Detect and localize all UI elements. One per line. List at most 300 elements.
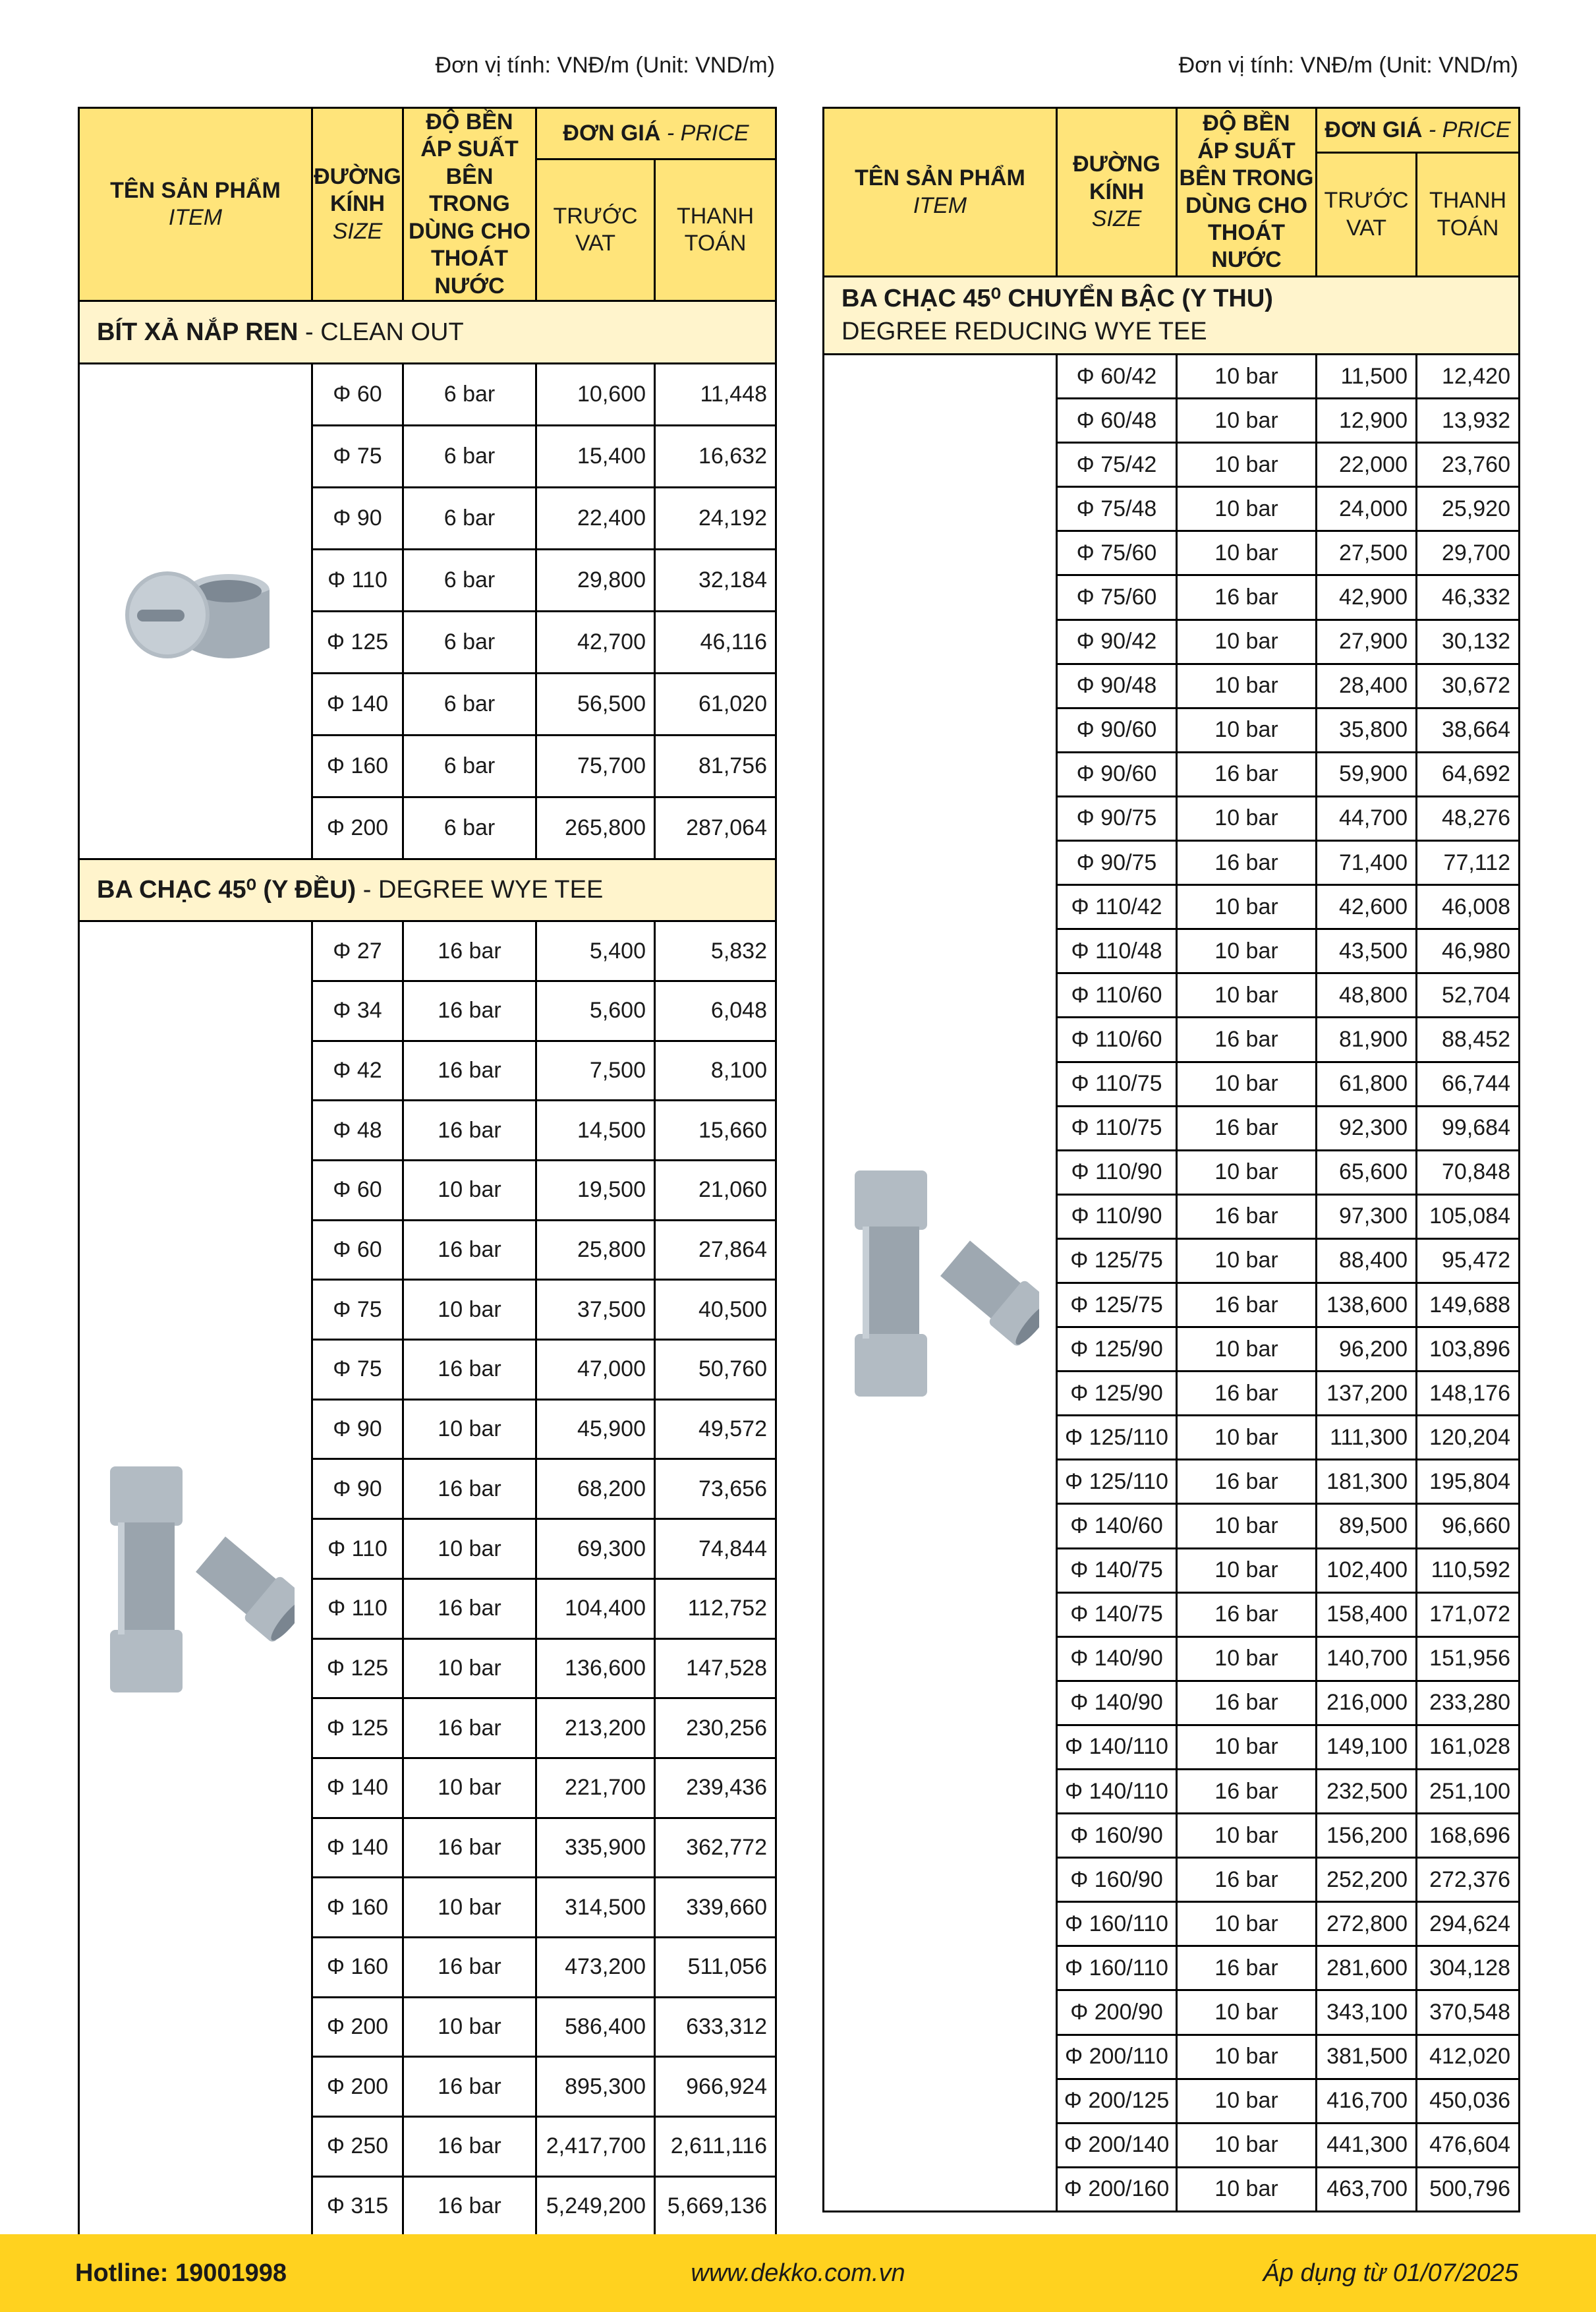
pressure-cell: 16 bar <box>1177 1770 1317 1814</box>
size-cell: Φ 110/75 <box>1057 1106 1177 1150</box>
header-price: ĐƠN GIÁ - PRICE <box>1317 108 1520 153</box>
price-total-cell: 304,128 <box>1417 1946 1520 1990</box>
price-total-cell: 370,548 <box>1417 1990 1520 2035</box>
size-cell: Φ 200 <box>312 797 403 859</box>
section-title-wye-tee: BA CHẠC 45⁰ (Y ĐỀU) - DEGREE WYE TEE <box>79 859 776 921</box>
price-before-vat-cell: 44,700 <box>1317 796 1417 840</box>
hotline-text: Hotline: 19001998 <box>75 2259 287 2287</box>
pressure-cell: 10 bar <box>1177 1504 1317 1548</box>
pressure-cell: 16 bar <box>403 1041 536 1101</box>
header-item: TÊN SẢN PHẨM ITEM <box>824 108 1057 277</box>
product-image-cell <box>79 921 312 2236</box>
size-cell: Φ 110/42 <box>1057 885 1177 929</box>
pressure-cell: 16 bar <box>1177 575 1317 620</box>
effective-date-text: Áp dụng từ 01/07/2025 <box>1263 2259 1518 2287</box>
pressure-cell: 6 bar <box>403 612 536 674</box>
price-total-cell: 30,132 <box>1417 620 1520 664</box>
price-total-cell: 633,312 <box>655 1997 776 2057</box>
size-cell: Φ 140/90 <box>1057 1636 1177 1681</box>
price-before-vat-cell: 71,400 <box>1317 841 1417 885</box>
size-cell: Φ 250 <box>312 2117 403 2177</box>
price-total-cell: 21,060 <box>655 1161 776 1221</box>
wye-tee-image <box>841 1164 1039 1401</box>
price-before-vat-cell: 68,200 <box>536 1459 655 1519</box>
price-total-cell: 11,448 <box>655 364 776 426</box>
price-total-cell: 25,920 <box>1417 487 1520 531</box>
price-total-cell: 32,184 <box>655 550 776 612</box>
size-cell: Φ 75/60 <box>1057 575 1177 620</box>
clean-out-cap-image <box>120 549 271 674</box>
price-before-vat-cell: 416,700 <box>1317 2079 1417 2123</box>
price-before-vat-cell: 65,600 <box>1317 1150 1417 1194</box>
price-before-vat-cell: 43,500 <box>1317 929 1417 973</box>
size-cell: Φ 110 <box>312 550 403 612</box>
pressure-cell: 10 bar <box>403 1161 536 1221</box>
price-total-cell: 61,020 <box>655 674 776 736</box>
price-before-vat-cell: 895,300 <box>536 2057 655 2117</box>
size-cell: Φ 140/75 <box>1057 1548 1177 1592</box>
pressure-cell: 6 bar <box>403 736 536 797</box>
price-before-vat-cell: 22,400 <box>536 488 655 550</box>
price-before-vat-cell: 181,300 <box>1317 1460 1417 1504</box>
price-before-vat-cell: 111,300 <box>1317 1416 1417 1460</box>
size-cell: Φ 125/90 <box>1057 1327 1177 1372</box>
pressure-cell: 16 bar <box>403 1818 536 1878</box>
pressure-cell: 10 bar <box>1177 2123 1317 2167</box>
price-before-vat-cell: 314,500 <box>536 1878 655 1938</box>
size-cell: Φ 110/90 <box>1057 1194 1177 1238</box>
section-title-reducing-wye: BA CHẠC 45⁰ CHUYỂN BẬC (Y THU) DEGREE REDUCING WYE TEE <box>824 277 1520 355</box>
size-cell: Φ 42 <box>312 1041 403 1101</box>
price-total-cell: 105,084 <box>1417 1194 1520 1238</box>
price-total-cell: 49,572 <box>655 1399 776 1459</box>
price-total-cell: 171,072 <box>1417 1592 1520 1636</box>
size-cell: Φ 160/110 <box>1057 1902 1177 1946</box>
pressure-cell: 10 bar <box>1177 796 1317 840</box>
price-total-cell: 120,204 <box>1417 1416 1520 1460</box>
size-cell: Φ 160/90 <box>1057 1858 1177 1902</box>
price-before-vat-cell: 42,900 <box>1317 575 1417 620</box>
price-total-cell: 24,192 <box>655 488 776 550</box>
price-total-cell: 149,688 <box>1417 1283 1520 1327</box>
pressure-cell: 10 bar <box>403 1758 536 1818</box>
price-before-vat-cell: 343,100 <box>1317 1990 1417 2035</box>
pressure-cell: 16 bar <box>403 1101 536 1161</box>
product-image-cell <box>79 364 312 859</box>
price-total-cell: 272,376 <box>1417 1858 1520 1902</box>
pressure-cell: 16 bar <box>403 1578 536 1638</box>
price-before-vat-cell: 138,600 <box>1317 1283 1417 1327</box>
size-cell: Φ 110/60 <box>1057 973 1177 1018</box>
pressure-cell: 10 bar <box>1177 1902 1317 1946</box>
price-total-cell: 27,864 <box>655 1220 776 1280</box>
price-total-cell: 412,020 <box>1417 2035 1520 2079</box>
price-total-cell: 95,472 <box>1417 1238 1520 1283</box>
price-total-cell: 251,100 <box>1417 1770 1520 1814</box>
pressure-cell: 16 bar <box>403 1698 536 1758</box>
price-total-cell: 195,804 <box>1417 1460 1520 1504</box>
pressure-cell: 6 bar <box>403 364 536 426</box>
unit-note-right: Đơn vị tính: VNĐ/m (Unit: VND/m) <box>1178 53 1518 78</box>
pressure-cell: 10 bar <box>1177 973 1317 1018</box>
size-cell: Φ 140 <box>312 1818 403 1878</box>
price-table-left <box>78 107 777 2237</box>
pressure-cell: 10 bar <box>1177 664 1317 708</box>
pressure-cell: 10 bar <box>1177 355 1317 399</box>
price-before-vat-cell: 35,800 <box>1317 708 1417 752</box>
size-cell: Φ 125 <box>312 1698 403 1758</box>
price-before-vat-cell: 441,300 <box>1317 2123 1417 2167</box>
price-before-vat-cell: 37,500 <box>536 1280 655 1340</box>
size-cell: Φ 160 <box>312 1937 403 1997</box>
pressure-cell: 10 bar <box>1177 1814 1317 1858</box>
price-before-vat-cell: 156,200 <box>1317 1814 1417 1858</box>
price-total-cell: 52,704 <box>1417 973 1520 1018</box>
price-before-vat-cell: 10,600 <box>536 364 655 426</box>
pressure-cell: 6 bar <box>403 488 536 550</box>
price-before-vat-cell: 335,900 <box>536 1818 655 1878</box>
price-total-cell: 5,832 <box>655 921 776 981</box>
size-cell: Φ 200/90 <box>1057 1990 1177 2035</box>
price-total-cell: 147,528 <box>655 1638 776 1698</box>
price-total-cell: 50,760 <box>655 1340 776 1400</box>
price-before-vat-cell: 28,400 <box>1317 664 1417 708</box>
price-before-vat-cell: 5,400 <box>536 921 655 981</box>
price-before-vat-cell: 89,500 <box>1317 1504 1417 1548</box>
pressure-cell: 10 bar <box>403 1638 536 1698</box>
price-before-vat-cell: 473,200 <box>536 1937 655 1997</box>
price-before-vat-cell: 5,600 <box>536 981 655 1041</box>
size-cell: Φ 140 <box>312 1758 403 1818</box>
price-total-cell: 46,980 <box>1417 929 1520 973</box>
price-before-vat-cell: 25,800 <box>536 1220 655 1280</box>
header-pressure: ĐỘ BỀN ÁP SUẤT BÊN TRONG DÙNG CHO THOÁT NƯỚC <box>403 108 536 301</box>
price-before-vat-cell: 463,700 <box>1317 2167 1417 2211</box>
price-total-cell: 77,112 <box>1417 841 1520 885</box>
price-before-vat-cell: 92,300 <box>1317 1106 1417 1150</box>
size-cell: Φ 34 <box>312 981 403 1041</box>
size-cell: Φ 90 <box>312 488 403 550</box>
price-before-vat-cell: 149,100 <box>1317 1725 1417 1769</box>
size-cell: Φ 60 <box>312 1161 403 1221</box>
price-before-vat-cell: 48,800 <box>1317 973 1417 1018</box>
price-total-cell: 287,064 <box>655 797 776 859</box>
table-row <box>824 355 1520 399</box>
size-cell: Φ 110/75 <box>1057 1062 1177 1106</box>
pressure-cell: 10 bar <box>403 1399 536 1459</box>
size-cell: Φ 90/60 <box>1057 752 1177 796</box>
price-total-cell: 48,276 <box>1417 796 1520 840</box>
price-total-cell: 362,772 <box>655 1818 776 1878</box>
price-total-cell: 96,660 <box>1417 1504 1520 1548</box>
price-before-vat-cell: 7,500 <box>536 1041 655 1101</box>
price-before-vat-cell: 19,500 <box>536 1161 655 1221</box>
price-before-vat-cell: 45,900 <box>536 1399 655 1459</box>
pressure-cell: 16 bar <box>403 1459 536 1519</box>
price-total-cell: 151,956 <box>1417 1636 1520 1681</box>
price-before-vat-cell: 12,900 <box>1317 399 1417 443</box>
price-before-vat-cell: 265,800 <box>536 797 655 859</box>
price-before-vat-cell: 14,500 <box>536 1101 655 1161</box>
price-total-cell: 110,592 <box>1417 1548 1520 1592</box>
size-cell: Φ 110/90 <box>1057 1150 1177 1194</box>
size-cell: Φ 125/75 <box>1057 1283 1177 1327</box>
size-cell: Φ 125 <box>312 1638 403 1698</box>
pressure-cell: 10 bar <box>1177 1327 1317 1372</box>
clean-out-rows <box>79 364 776 859</box>
size-cell: Φ 160/110 <box>1057 1946 1177 1990</box>
price-before-vat-cell: 15,400 <box>536 426 655 488</box>
price-before-vat-cell: 281,600 <box>1317 1946 1417 1990</box>
pressure-cell: 16 bar <box>1177 1946 1317 1990</box>
price-total-cell: 16,632 <box>655 426 776 488</box>
size-cell: Φ 110 <box>312 1578 403 1638</box>
price-total-cell: 81,756 <box>655 736 776 797</box>
size-cell: Φ 90 <box>312 1399 403 1459</box>
price-total-cell: 99,684 <box>1417 1106 1520 1150</box>
price-total-cell: 476,604 <box>1417 2123 1520 2167</box>
price-before-vat-cell: 586,400 <box>536 1997 655 2057</box>
price-before-vat-cell: 102,400 <box>1317 1548 1417 1592</box>
size-cell: Φ 200/125 <box>1057 2079 1177 2123</box>
price-total-cell: 2,611,116 <box>655 2117 776 2177</box>
size-cell: Φ 160/90 <box>1057 1814 1177 1858</box>
price-total-cell: 23,760 <box>1417 443 1520 487</box>
price-before-vat-cell: 158,400 <box>1317 1592 1417 1636</box>
size-cell: Φ 75 <box>312 426 403 488</box>
size-cell: Φ 90/42 <box>1057 620 1177 664</box>
price-before-vat-cell: 11,500 <box>1317 355 1417 399</box>
pressure-cell: 10 bar <box>1177 443 1317 487</box>
pressure-cell: 10 bar <box>1177 708 1317 752</box>
pressure-cell: 10 bar <box>1177 1416 1317 1460</box>
size-cell: Φ 140 <box>312 674 403 736</box>
pressure-cell: 16 bar <box>403 2117 536 2177</box>
price-before-vat-cell: 136,600 <box>536 1638 655 1698</box>
price-total-cell: 294,624 <box>1417 1902 1520 1946</box>
pressure-cell: 10 bar <box>1177 1725 1317 1769</box>
pressure-cell: 10 bar <box>1177 1150 1317 1194</box>
pressure-cell: 16 bar <box>1177 752 1317 796</box>
section-title-clean-out: BÍT XẢ NẮP REN - CLEAN OUT <box>79 301 776 364</box>
pressure-cell: 6 bar <box>403 550 536 612</box>
size-cell: Φ 60/48 <box>1057 399 1177 443</box>
pressure-cell: 16 bar <box>1177 1858 1317 1902</box>
size-cell: Φ 110/48 <box>1057 929 1177 973</box>
pressure-cell: 16 bar <box>403 921 536 981</box>
price-before-vat-cell: 59,900 <box>1317 752 1417 796</box>
price-total-cell: 8,100 <box>655 1041 776 1101</box>
price-table-right <box>822 107 1520 2212</box>
pressure-cell: 10 bar <box>1177 487 1317 531</box>
price-before-vat-cell: 29,800 <box>536 550 655 612</box>
size-cell: Φ 60 <box>312 364 403 426</box>
price-before-vat-cell: 213,200 <box>536 1698 655 1758</box>
header-size: ĐƯỜNG KÍNH SIZE <box>1057 108 1177 277</box>
pressure-cell: 16 bar <box>1177 1592 1317 1636</box>
size-cell: Φ 90/75 <box>1057 841 1177 885</box>
price-total-cell: 239,436 <box>655 1758 776 1818</box>
size-cell: Φ 60 <box>312 1220 403 1280</box>
size-cell: Φ 140/110 <box>1057 1770 1177 1814</box>
size-cell: Φ 27 <box>312 921 403 981</box>
pressure-cell: 10 bar <box>1177 2167 1317 2211</box>
pressure-cell: 10 bar <box>403 1280 536 1340</box>
pressure-cell: 6 bar <box>403 797 536 859</box>
price-total-cell: 46,332 <box>1417 575 1520 620</box>
price-before-vat-cell: 104,400 <box>536 1578 655 1638</box>
header-size: ĐƯỜNG KÍNH SIZE <box>312 108 403 301</box>
price-total-cell: 46,116 <box>655 612 776 674</box>
size-cell: Φ 75 <box>312 1280 403 1340</box>
pressure-cell: 6 bar <box>403 426 536 488</box>
size-cell: Φ 200/160 <box>1057 2167 1177 2211</box>
header-pressure: ĐỘ BỀN ÁP SUẤT BÊN TRONG DÙNG CHO THOÁT NƯỚC <box>1177 108 1317 277</box>
price-total-cell: 74,844 <box>655 1519 776 1579</box>
price-total-cell: 13,932 <box>1417 399 1520 443</box>
price-before-vat-cell: 69,300 <box>536 1519 655 1579</box>
price-before-vat-cell: 75,700 <box>536 736 655 797</box>
pressure-cell: 10 bar <box>1177 885 1317 929</box>
size-cell: Φ 90/75 <box>1057 796 1177 840</box>
pressure-cell: 16 bar <box>1177 1283 1317 1327</box>
price-total-cell: 64,692 <box>1417 752 1520 796</box>
size-cell: Φ 140/110 <box>1057 1725 1177 1769</box>
size-cell: Φ 140/90 <box>1057 1681 1177 1725</box>
header-before-vat: TRƯỚC VAT <box>536 159 655 301</box>
size-cell: Φ 90/60 <box>1057 708 1177 752</box>
price-total-cell: 148,176 <box>1417 1372 1520 1416</box>
website-link[interactable]: www.dekko.com.vn <box>691 2259 905 2287</box>
size-cell: Φ 125/75 <box>1057 1238 1177 1283</box>
price-before-vat-cell: 27,900 <box>1317 620 1417 664</box>
size-cell: Φ 315 <box>312 2176 403 2236</box>
price-before-vat-cell: 216,000 <box>1317 1681 1417 1725</box>
product-image-cell <box>824 355 1057 2212</box>
size-cell: Φ 60/42 <box>1057 355 1177 399</box>
size-cell: Φ 125 <box>312 612 403 674</box>
pressure-cell: 16 bar <box>403 2176 536 2236</box>
size-cell: Φ 75/48 <box>1057 487 1177 531</box>
pressure-cell: 10 bar <box>1177 1238 1317 1283</box>
table-row <box>79 921 776 981</box>
pressure-cell: 16 bar <box>1177 1372 1317 1416</box>
pressure-cell: 16 bar <box>1177 1194 1317 1238</box>
pressure-cell: 10 bar <box>1177 1062 1317 1106</box>
price-before-vat-cell: 232,500 <box>1317 1770 1417 1814</box>
price-total-cell: 161,028 <box>1417 1725 1520 1769</box>
pressure-cell: 10 bar <box>403 1878 536 1938</box>
pressure-cell: 16 bar <box>403 981 536 1041</box>
price-total-cell: 30,672 <box>1417 664 1520 708</box>
price-before-vat-cell: 47,000 <box>536 1340 655 1400</box>
size-cell: Φ 90 <box>312 1459 403 1519</box>
pressure-cell: 16 bar <box>1177 1106 1317 1150</box>
size-cell: Φ 110 <box>312 1519 403 1579</box>
price-total-cell: 88,452 <box>1417 1018 1520 1062</box>
price-before-vat-cell: 56,500 <box>536 674 655 736</box>
price-total-cell: 70,848 <box>1417 1150 1520 1194</box>
price-total-cell: 500,796 <box>1417 2167 1520 2211</box>
price-total-cell: 112,752 <box>655 1578 776 1638</box>
header-payment: THANH TOÁN <box>655 159 776 301</box>
pressure-cell: 16 bar <box>403 2057 536 2117</box>
price-total-cell: 66,744 <box>1417 1062 1520 1106</box>
price-before-vat-cell: 88,400 <box>1317 1238 1417 1283</box>
price-total-cell: 73,656 <box>655 1459 776 1519</box>
pressure-cell: 10 bar <box>1177 2035 1317 2079</box>
size-cell: Φ 140/75 <box>1057 1592 1177 1636</box>
price-before-vat-cell: 42,700 <box>536 612 655 674</box>
price-total-cell: 46,008 <box>1417 885 1520 929</box>
price-total-cell: 38,664 <box>1417 708 1520 752</box>
size-cell: Φ 75/60 <box>1057 531 1177 575</box>
pressure-cell: 10 bar <box>1177 531 1317 575</box>
footer-bar <box>0 2234 1596 2312</box>
reducing-wye-rows <box>824 355 1520 2212</box>
price-before-vat-cell: 81,900 <box>1317 1018 1417 1062</box>
price-before-vat-cell: 140,700 <box>1317 1636 1417 1681</box>
price-before-vat-cell: 27,500 <box>1317 531 1417 575</box>
price-total-cell: 15,660 <box>655 1101 776 1161</box>
size-cell: Φ 75 <box>312 1340 403 1400</box>
pressure-cell: 10 bar <box>1177 2079 1317 2123</box>
price-total-cell: 450,036 <box>1417 2079 1520 2123</box>
pressure-cell: 16 bar <box>1177 1681 1317 1725</box>
pressure-cell: 10 bar <box>1177 1990 1317 2035</box>
price-total-cell: 40,500 <box>655 1280 776 1340</box>
pressure-cell: 10 bar <box>1177 1548 1317 1592</box>
size-cell: Φ 200/110 <box>1057 2035 1177 2079</box>
pressure-cell: 16 bar <box>403 1340 536 1400</box>
price-before-vat-cell: 61,800 <box>1317 1062 1417 1106</box>
pressure-cell: 10 bar <box>1177 620 1317 664</box>
header-price: ĐƠN GIÁ - PRICE <box>536 108 776 159</box>
pressure-cell: 16 bar <box>403 1937 536 1997</box>
price-before-vat-cell: 221,700 <box>536 1758 655 1818</box>
pressure-cell: 16 bar <box>1177 1460 1317 1504</box>
size-cell: Φ 140/60 <box>1057 1504 1177 1548</box>
price-total-cell: 6,048 <box>655 981 776 1041</box>
price-before-vat-cell: 22,000 <box>1317 443 1417 487</box>
size-cell: Φ 125/110 <box>1057 1416 1177 1460</box>
price-before-vat-cell: 272,800 <box>1317 1902 1417 1946</box>
header-payment: THANH TOÁN <box>1417 153 1520 277</box>
pressure-cell: 16 bar <box>403 1220 536 1280</box>
size-cell: Φ 48 <box>312 1101 403 1161</box>
price-total-cell: 12,420 <box>1417 355 1520 399</box>
pressure-cell: 6 bar <box>403 674 536 736</box>
price-before-vat-cell: 96,200 <box>1317 1327 1417 1372</box>
price-total-cell: 339,660 <box>655 1878 776 1938</box>
price-total-cell: 233,280 <box>1417 1681 1520 1725</box>
price-before-vat-cell: 42,600 <box>1317 885 1417 929</box>
header-before-vat: TRƯỚC VAT <box>1317 153 1417 277</box>
price-total-cell: 230,256 <box>655 1698 776 1758</box>
pressure-cell: 10 bar <box>403 1519 536 1579</box>
price-total-cell: 168,696 <box>1417 1814 1520 1858</box>
price-total-cell: 5,669,136 <box>655 2176 776 2236</box>
pressure-cell: 16 bar <box>1177 841 1317 885</box>
header-item: TÊN SẢN PHẨM ITEM <box>79 108 312 301</box>
price-total-cell: 29,700 <box>1417 531 1520 575</box>
pressure-cell: 10 bar <box>403 1997 536 2057</box>
price-before-vat-cell: 97,300 <box>1317 1194 1417 1238</box>
price-total-cell: 511,056 <box>655 1937 776 1997</box>
size-cell: Φ 90/48 <box>1057 664 1177 708</box>
price-before-vat-cell: 252,200 <box>1317 1858 1417 1902</box>
pressure-cell: 16 bar <box>1177 1018 1317 1062</box>
